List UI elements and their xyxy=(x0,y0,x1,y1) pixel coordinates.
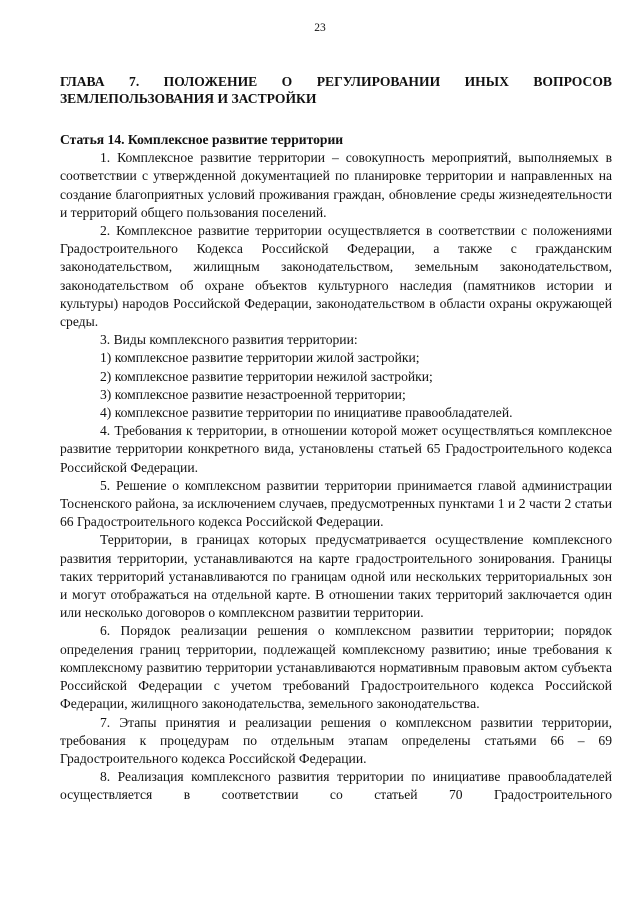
paragraph-7: 7. Этапы принятия и реализации решения о комплексном развитии территории, требования к процедурам по отдельным этапам определены статьями 66 – 69 Градостроительного кодекса Российской Федерации. xyxy=(60,714,612,766)
paragraph-4: 4. Требования к территории, в отношении которой может осуществляться комплексное развитие территории конкретного вида, установлены статьей 65 Градостроительного кодекса Российской Федерации. xyxy=(60,423,612,475)
article-title: Статья 14. Комплексное развитие территории xyxy=(60,132,344,147)
paragraph-6: 6. Порядок реализации решения о комплексном развитии территории; порядок определения границ территории, подлежащей комплексному развитию; иные требования к комплексному развитию территории устанавливаются нормативным правовым актом субъекта Российской Федерации с учетом требований Градостроительного кодекса Российской Федерации, жилищного законодательства, земельного законодательства. xyxy=(60,623,612,712)
list-item-2: 2) комплексное развитие территории нежилой застройки; xyxy=(100,368,433,384)
paragraph-3: 3. Виды комплексного развития территории: xyxy=(100,332,358,348)
chapter-title: ГЛАВА 7. ПОЛОЖЕНИЕ О РЕГУЛИРОВАНИИ ИНЫХ ВОПРОСОВ ЗЕМЛЕПОЛЬЗОВАНИЯ И ЗАСТРОЙКИ xyxy=(60,74,612,106)
paragraph-5: 5. Решение о комплексном развитии территории принимается главой администрации Тосненского района, за исключением случаев, предусмотренных пунктами 1 и 2 части 2 статьи 66 Градостроительного кодекса Российской Федерации. xyxy=(60,477,612,530)
paragraph-8: 8. Реализация комплексного развития территории по инициативе правообладателей осуществляется в соответствии со статьей 70 Градостроительного xyxy=(60,769,612,803)
page-number: 23 xyxy=(314,22,326,34)
paragraph-1: 1. Комплексное развитие территории – совокупность мероприятий, выполняемых в соответствии с утвержденной документацией по планировке территории и направленных на создание благоприятных условий проживания граждан, обновление среды жизнедеятельности и территорий общего пользования поселений. xyxy=(60,150,612,220)
paragraph-5-territories: Территории, в границах которых предусматривается осуществление комплексного развития территории, устанавливаются на карте градостроительного зонирования. Границы таких территорий устанавливаются по границам одной или нескольких территориальных зон и могут отображаться на отдельной карте. В отношении таких территорий заключается один или несколько договоров о комплексном развитии территории. xyxy=(60,532,612,621)
list-item-4: 4) комплексное развитие территории по инициативе правообладателей. xyxy=(100,405,513,421)
list-item-1: 1) комплексное развитие территории жилой застройки; xyxy=(100,350,420,366)
list-item-3: 3) комплексное развитие незастроенной территории; xyxy=(100,386,406,402)
document-body xyxy=(60,73,612,805)
paragraph-2: 2. Комплексное развитие территории осуществляется в соответствии с положениями Градостроительного Кодекса Российской Федерации, а также с гражданским законодательством, жилищным законодательством, земельным законодательством, законодательством об охране объектов культурного наследия (памятников истории и культуры) народов Российской Федерации, законодательством в области охраны окружающей среды. xyxy=(60,223,612,330)
